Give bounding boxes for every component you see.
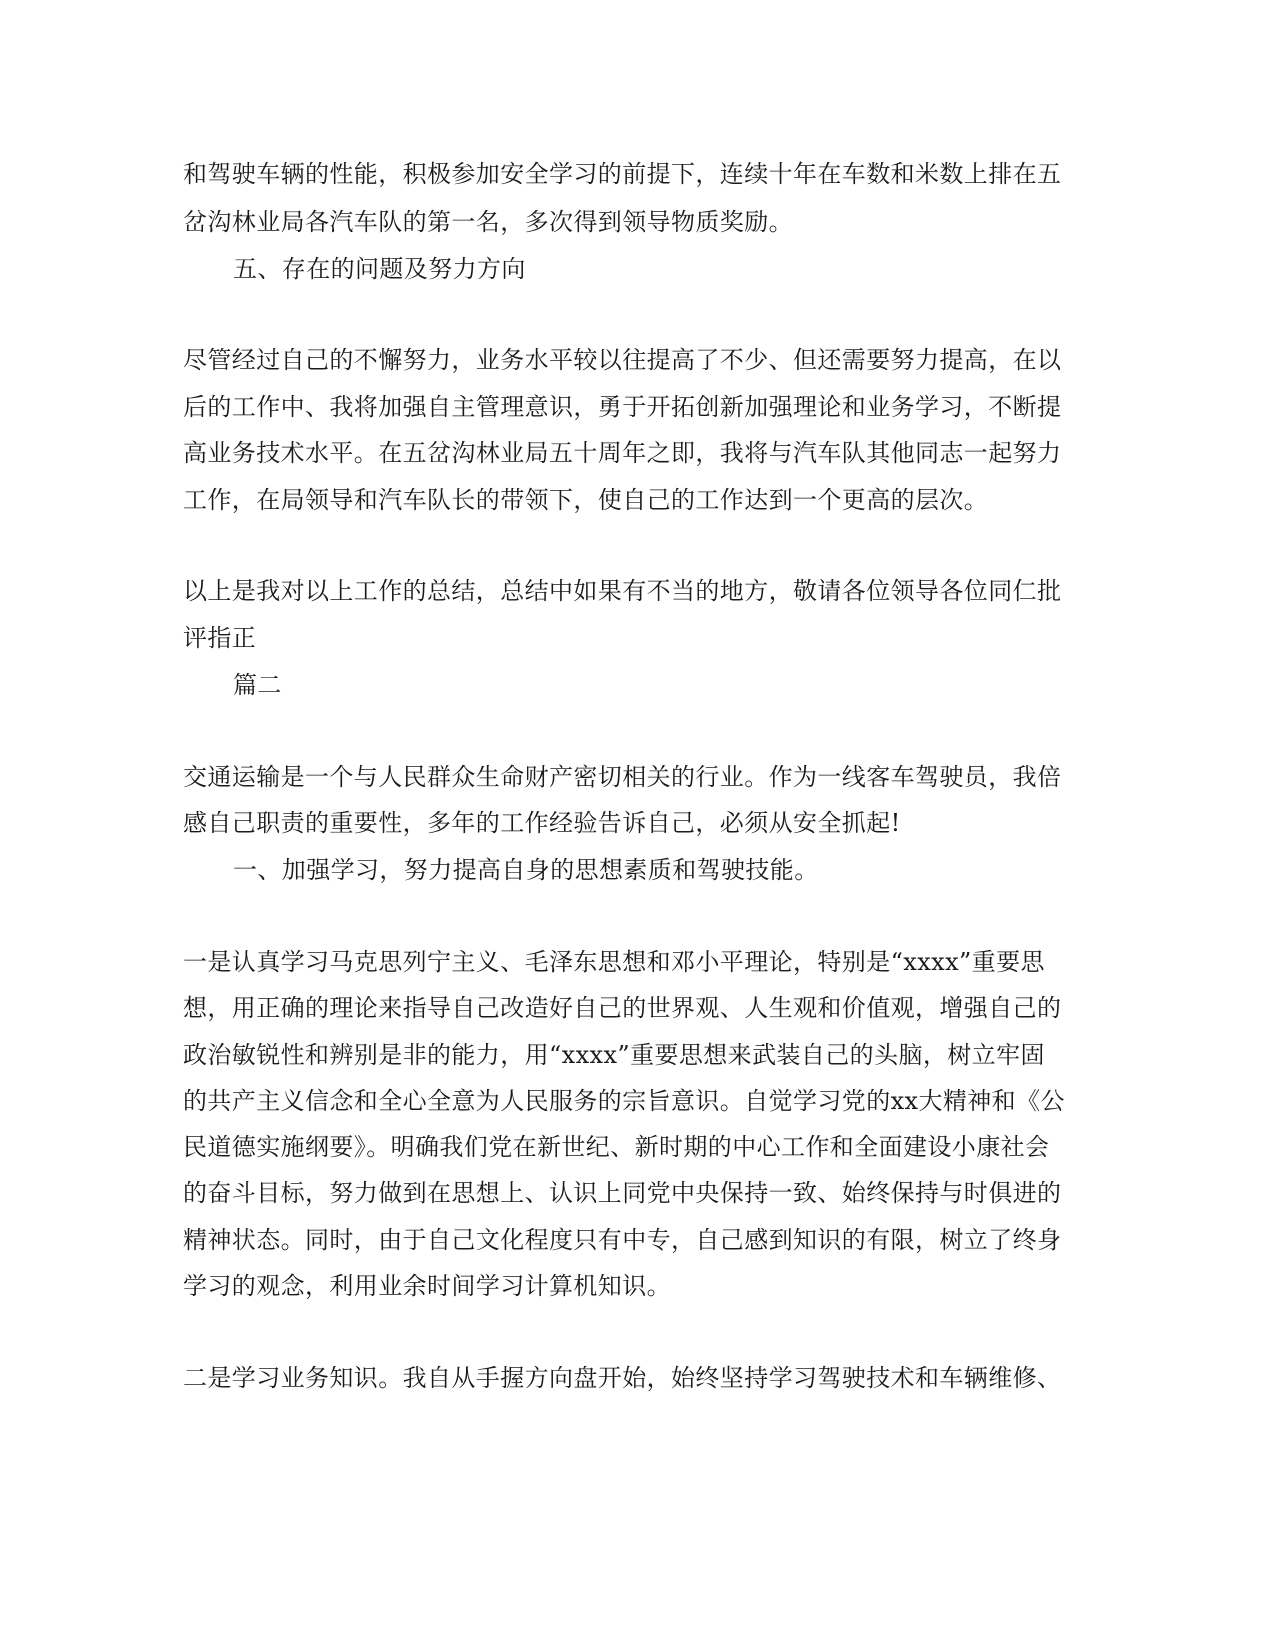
text-line: 二是学习业务知识。我自从手握方向盘开始，始终坚持学习驾驶技术和车辆维修、 (183, 1364, 1062, 1392)
text-line: 以上是我对以上工作的总结，总结中如果有不当的地方，敬请各位领导各位同仁批 (183, 577, 1062, 605)
section-heading: 五、存在的问题及努力方向 (233, 255, 526, 283)
text-line: 民道德实施纲要》。明确我们党在新世纪、新时期的中心工作和全面建设小康社会 (183, 1133, 1050, 1161)
text-line: 想，用正确的理论来指导自己改造好自己的世界观、人生观和价值观，增强自己的 (183, 994, 1062, 1022)
text-line: 和驾驶车辆的性能，积极参加安全学习的前提下，连续十年在车数和米数上排在五 (183, 160, 1062, 188)
text-line: 感自己职责的重要性，多年的工作经验告诉自己，必须从安全抓起! (183, 809, 901, 837)
text-line: 的共产主义信念和全心全意为人民服务的宗旨意识。自觉学习党的xx大精神和《公 (183, 1087, 1065, 1115)
text-line: 尽管经过自己的不懈努力，业务水平较以往提高了不少、但还需要努力提高，在以 (183, 346, 1062, 374)
text-line: 交通运输是一个与人民群众生命财产密切相关的行业。作为一线客车驾驶员，我倍 (183, 763, 1062, 791)
text-line: 评指正 (183, 624, 257, 652)
text-line: 政治敏锐性和辨别是非的能力，用“xxxx”重要思想来武装自己的头脑，树立牢固 (183, 1041, 1045, 1069)
text-line: 高业务技术水平。在五岔沟林业局五十周年之即，我将与汽车队其他同志一起努力 (183, 439, 1062, 467)
text-line: 工作，在局领导和汽车队长的带领下，使自己的工作达到一个更高的层次。 (183, 486, 989, 514)
section-heading: 一、加强学习，努力提高自身的思想素质和驾驶技能。 (233, 856, 819, 884)
text-line: 的奋斗目标，努力做到在思想上、认识上同党中央保持一致、始终保持与时俱进的 (183, 1179, 1062, 1207)
section-heading: 篇二 (233, 671, 282, 699)
text-line: 学习的观念，利用业余时间学习计算机知识。 (183, 1272, 671, 1300)
text-line: 一是认真学习马克思列宁主义、毛泽东思想和邓小平理论，特别是“xxxx”重要思 (183, 948, 1045, 976)
text-line: 后的工作中、我将加强自主管理意识，勇于开拓创新加强理论和业务学习，不断提 (183, 393, 1062, 421)
text-line: 精神状态。同时，由于自己文化程度只有中专，自己感到知识的有限，树立了终身 (183, 1226, 1062, 1254)
text-line: 岔沟林业局各汽车队的第一名，多次得到领导物质奖励。 (183, 208, 793, 236)
